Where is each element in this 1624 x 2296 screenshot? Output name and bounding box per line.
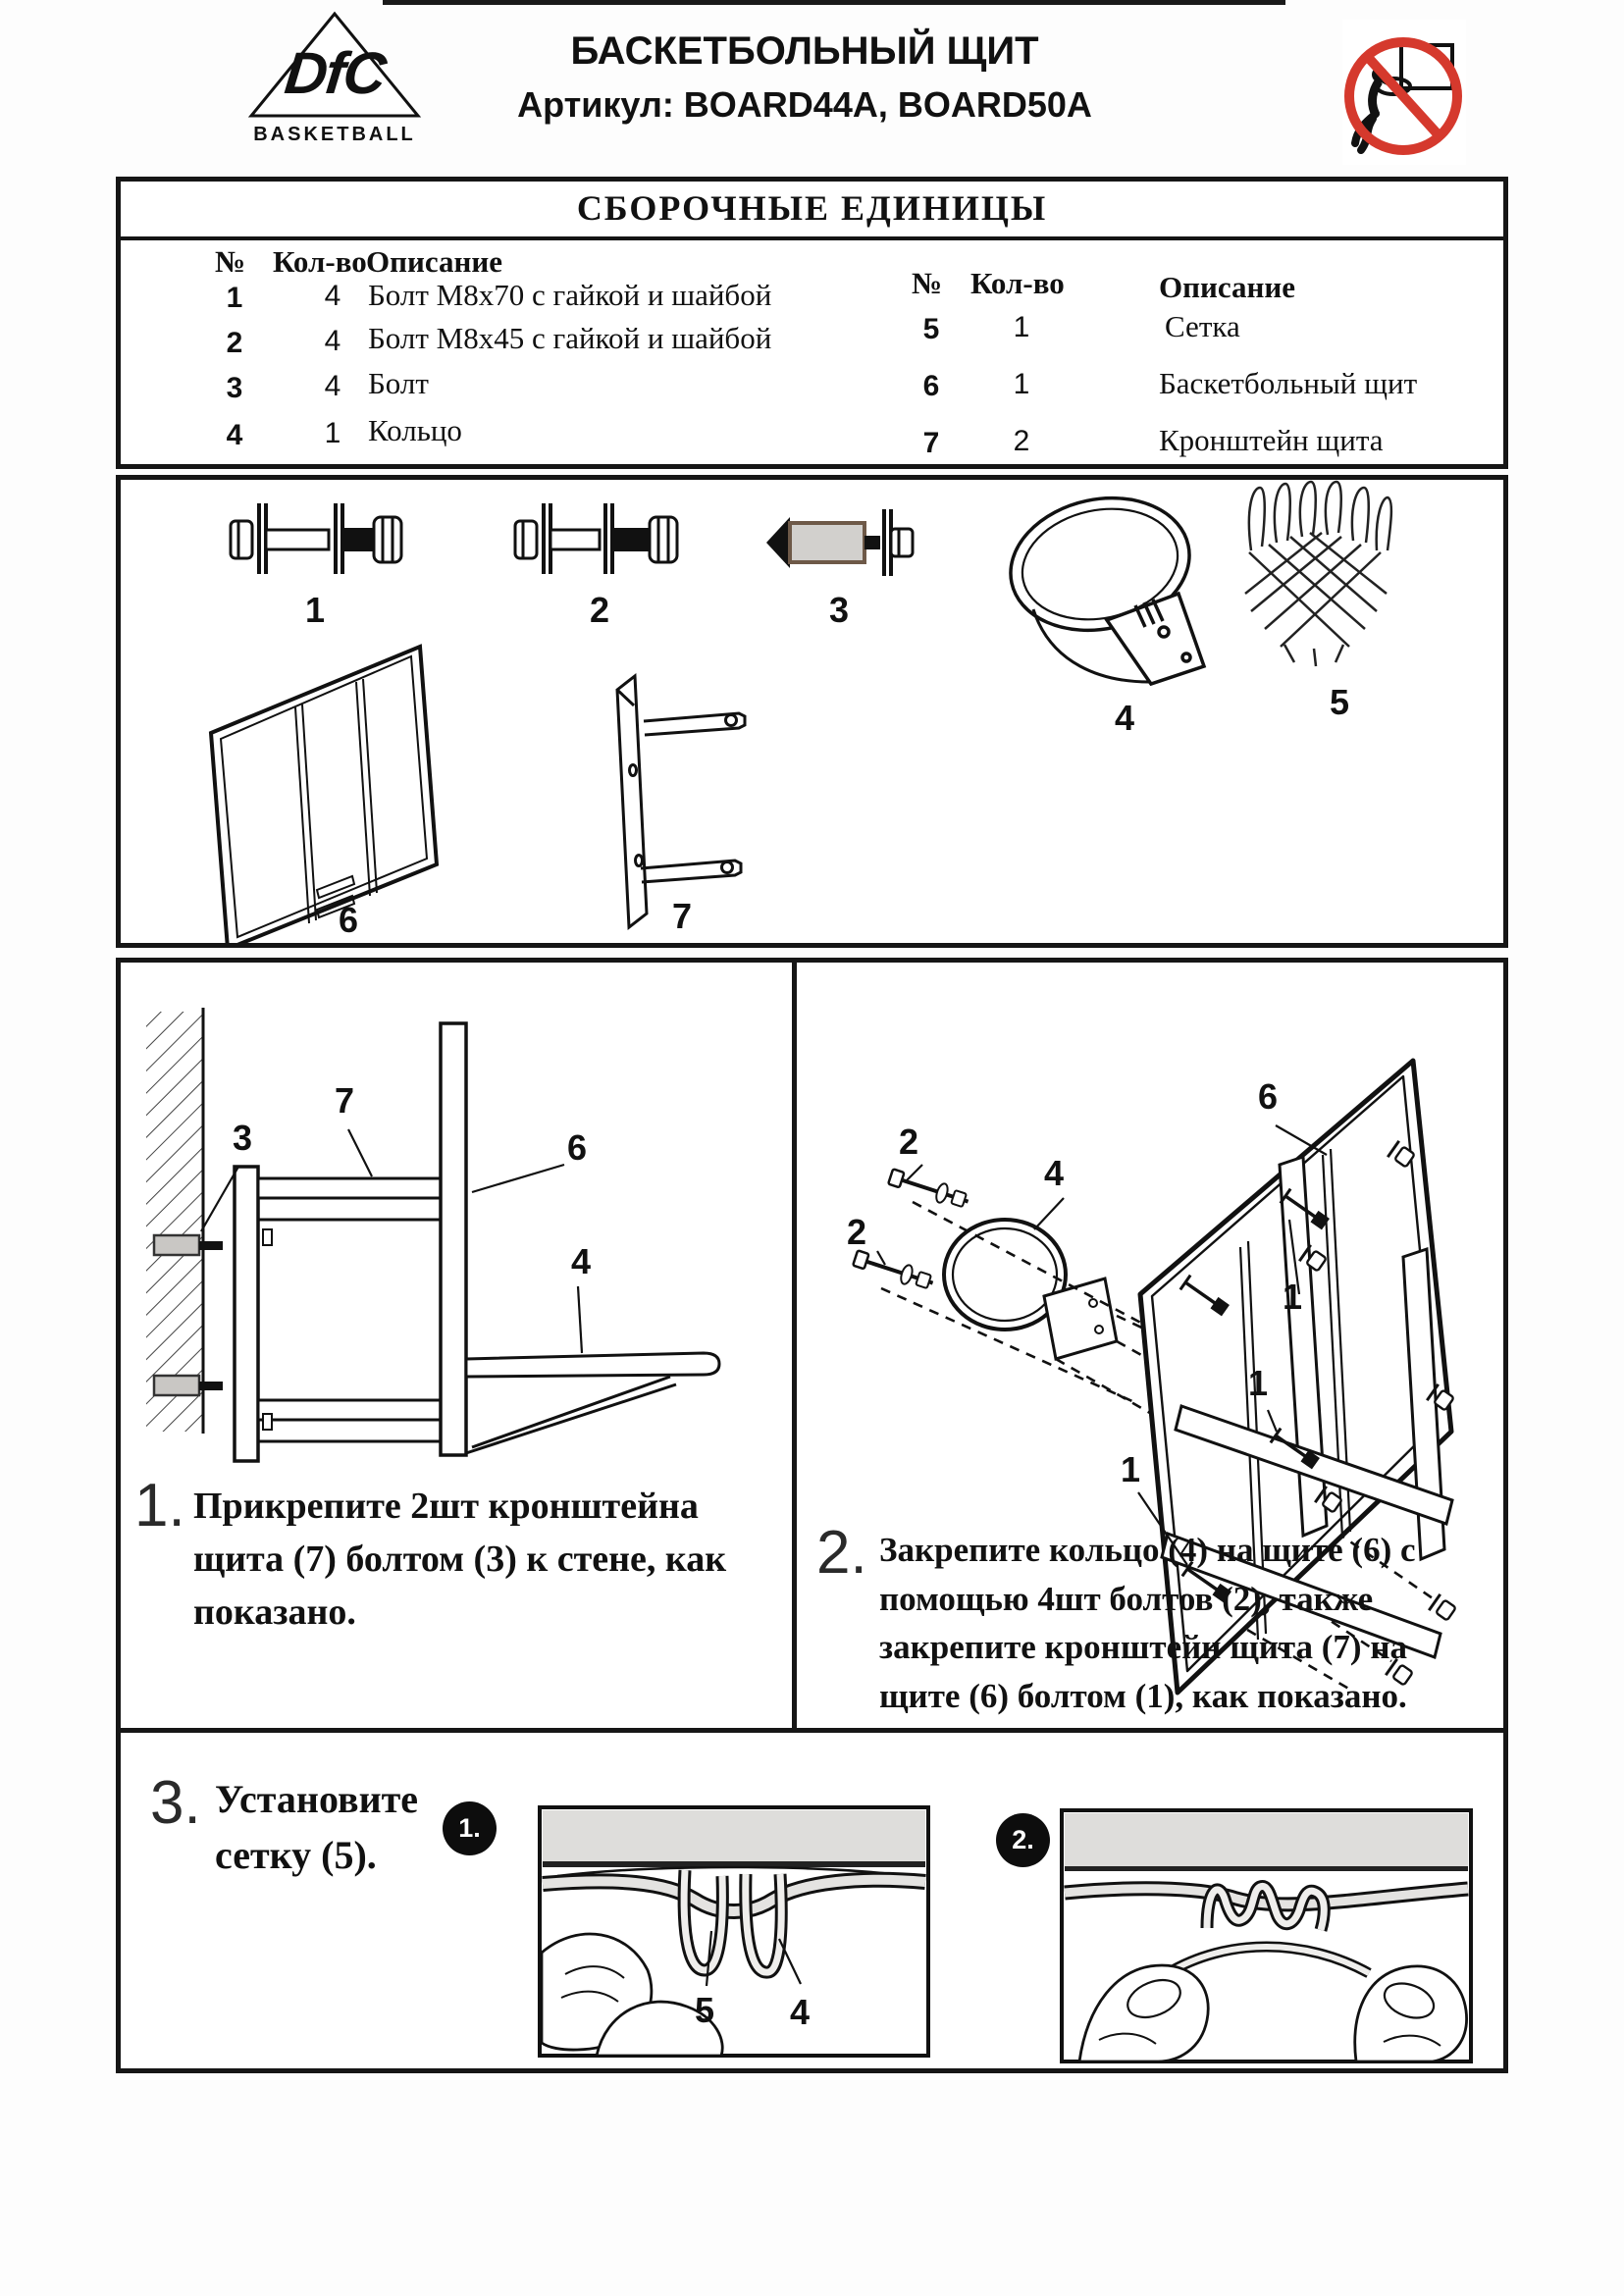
page-subtitle: Артикул: BOARD44A, BOARD50A <box>517 84 1092 125</box>
col-header-desc: Описание <box>366 244 502 279</box>
step2-number: 2. <box>816 1519 867 1587</box>
part-row-num: 2 <box>226 327 243 359</box>
part-row-num: 6 <box>922 370 940 402</box>
step1-box <box>116 958 797 1733</box>
logo-subtext: BASKETBALL <box>253 124 416 145</box>
part-row-desc: Болт M8x45 с гайкой и шайбой <box>368 321 772 355</box>
step1-label-board: 6 <box>566 1127 588 1168</box>
step1-instruction: Прикрепите 2шт кронштейна щита (7) болтом (3) к стене, как показано. <box>193 1486 727 1633</box>
part-row-desc: Болт M8x70 с гайкой и шайбой <box>368 278 772 312</box>
step3-label-rim: 4 <box>789 1992 811 2032</box>
col-header-desc: Описание <box>1159 270 1295 304</box>
part-row-num: 1 <box>226 282 243 314</box>
net-install-diagram-2 <box>1060 1808 1473 2063</box>
step2-label-bolt2: 2 <box>846 1212 867 1252</box>
board-side-view <box>441 1023 466 1455</box>
ring-icon <box>998 482 1204 684</box>
substep-badge-2 <box>996 1813 1050 1867</box>
parts-table-title: СБОРОЧНЫЕ ЕДИНИЦЫ <box>576 188 1048 228</box>
net-icon <box>1245 482 1391 666</box>
part-row-qty: 4 <box>324 370 341 402</box>
step1-label-bracket: 7 <box>334 1080 355 1121</box>
step2-label-bolt1: 1 <box>1282 1277 1303 1317</box>
part-label-6: 6 <box>338 900 359 940</box>
col-header-num: № <box>215 244 246 279</box>
wall-hatch <box>146 1012 203 1432</box>
part-label-1: 1 <box>304 590 326 630</box>
part-row-num: 3 <box>226 372 243 404</box>
part-row-num: 7 <box>922 427 940 459</box>
step3-number: 3. <box>150 1769 201 1837</box>
step2-label-ring: 4 <box>1043 1153 1065 1193</box>
parts-table-box <box>116 177 1508 469</box>
parts-diagram <box>121 480 1503 943</box>
step3-label-net: 5 <box>694 1990 715 2030</box>
part-row-qty: 1 <box>1013 368 1030 400</box>
part-row-qty: 1 <box>324 417 341 449</box>
step3-instruction: Установите сетку (5). <box>215 1777 419 1877</box>
part-row-qty: 2 <box>1013 425 1030 457</box>
part-row-desc: Кольцо <box>368 413 462 447</box>
part-row-qty: 1 <box>1013 311 1030 343</box>
step2-instruction: Закрепите кольцо (4) на щите (6) с помощью 4шт болтов (2), также закрепите кронштейн щита (7) на щите (6) болтом (1), как показано. <box>879 1531 1416 1716</box>
scan-artifact-line <box>383 0 1285 5</box>
anchor-bolt-icon <box>766 509 913 576</box>
step3-box <box>116 1728 1508 2073</box>
logo-text: DfC <box>282 40 388 106</box>
backboard-icon <box>211 647 437 943</box>
part-row-desc: Сетка <box>1165 309 1240 343</box>
bolt-m8x70-icon <box>231 503 401 574</box>
part-label-3: 3 <box>828 590 850 630</box>
part-row-num: 5 <box>922 313 940 345</box>
step1-label-rim: 4 <box>570 1241 592 1281</box>
bracket-icon <box>617 676 745 927</box>
step2-label-bolt1: 1 <box>1247 1363 1269 1403</box>
part-row-num: 4 <box>226 419 243 451</box>
part-label-5: 5 <box>1329 682 1350 722</box>
no-hanging-icon <box>1342 20 1466 165</box>
table-rule <box>121 236 1503 240</box>
part-row-qty: 4 <box>324 325 341 357</box>
step2-label-bolt1: 1 <box>1120 1449 1141 1489</box>
part-row-qty: 4 <box>324 280 341 312</box>
bolt-m8x45-icon <box>515 503 677 574</box>
col-header-qty: Кол-во <box>970 266 1065 300</box>
part-label-4: 4 <box>1114 698 1135 738</box>
step2-label-board: 6 <box>1257 1076 1279 1117</box>
rim-side-view <box>466 1353 719 1453</box>
part-label-2: 2 <box>589 590 610 630</box>
substep-badge-1 <box>443 1801 497 1855</box>
dfc-logo <box>245 10 424 147</box>
bracket-side-view <box>235 1167 441 1461</box>
parts-diagram-box <box>116 475 1508 948</box>
col-header-num: № <box>912 266 943 300</box>
step1-label-anchor: 3 <box>232 1118 253 1158</box>
ring-exploded <box>944 1220 1117 1359</box>
part-row-desc: Кронштейн щита <box>1159 423 1384 457</box>
step2-box <box>792 958 1508 1733</box>
board-edge <box>543 1810 925 1861</box>
col-header-qty: Кол-во <box>273 244 367 279</box>
part-label-7: 7 <box>671 896 693 936</box>
page-title: БАСКЕТБОЛЬНЫЙ ЩИТ <box>570 29 1039 73</box>
part-row-desc: Болт <box>368 366 429 400</box>
substep-badge-1-text: 1. <box>458 1813 481 1843</box>
net-install-diagram-1 <box>538 1805 930 2058</box>
board-edge <box>1065 1813 1468 1866</box>
step2-label-bolt2: 2 <box>898 1122 919 1162</box>
step1-number: 1. <box>134 1472 185 1539</box>
part-row-desc: Баскетбольный щит <box>1159 366 1418 400</box>
substep-badge-2-text: 2. <box>1012 1825 1034 1854</box>
